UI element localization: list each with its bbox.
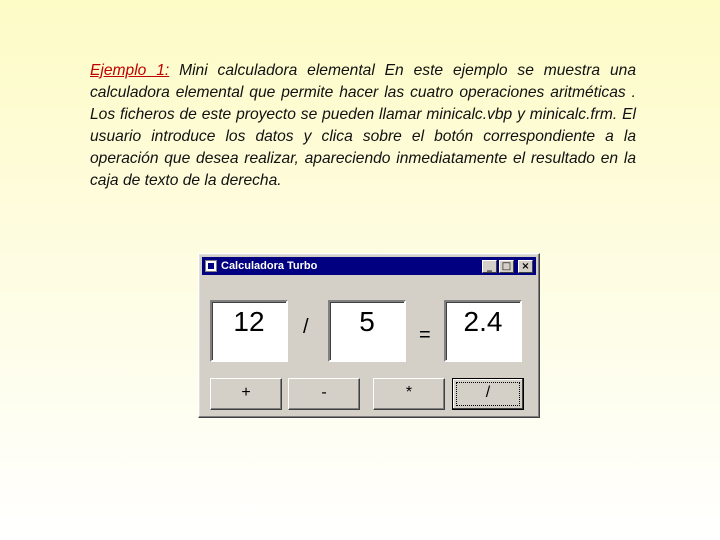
equals-label: = — [419, 324, 431, 346]
operand2-input[interactable]: 5 — [328, 300, 406, 362]
window-title: Calculadora Turbo — [221, 260, 318, 272]
calculator-window — [198, 253, 540, 418]
example-heading: Ejemplo 1: — [90, 62, 170, 79]
multiply-button[interactable]: * — [373, 378, 445, 410]
operand1-input[interactable]: 12 — [210, 300, 288, 362]
title-bar[interactable] — [202, 257, 536, 275]
add-button[interactable]: + — [210, 378, 282, 410]
subtract-button[interactable]: - — [288, 378, 360, 410]
minimize-button[interactable]: _ — [482, 260, 497, 273]
slide-paragraph — [90, 60, 636, 192]
app-icon[interactable] — [205, 260, 217, 272]
divide-button-label: / — [485, 384, 491, 401]
example-description: Mini calculadora elemental En este ejemplo se muestra una calculadora elemental que permite hacer las cuatro operaciones aritméticas . Los ficheros de este proyecto se pueden llamar minicalc.vbp y minicalc.frm. El usuario introduce los datos y clica sobre el botón correspondiente a la operación que desea realizar, apareciendo inmediatamente el resultado en la caja de texto de la derecha. — [90, 62, 636, 189]
close-button[interactable]: × — [518, 260, 533, 273]
divide-button[interactable] — [452, 378, 524, 410]
focus-rectangle — [456, 382, 520, 406]
maximize-button[interactable]: □ — [499, 260, 514, 273]
result-output[interactable]: 2.4 — [444, 300, 522, 362]
operator-label: / — [303, 316, 309, 338]
